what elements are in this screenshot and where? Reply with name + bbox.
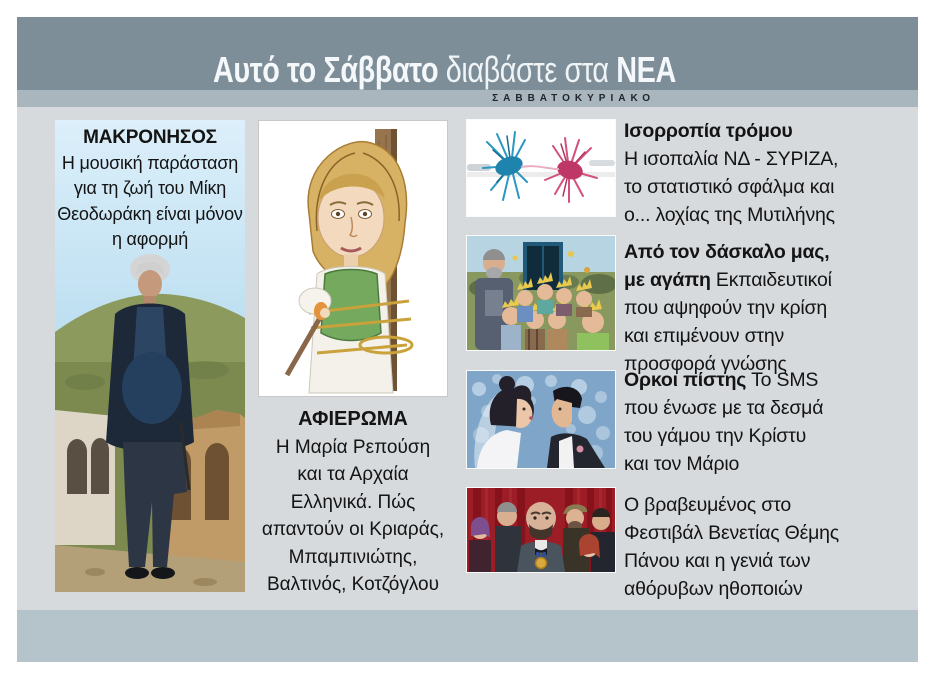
theodorakis-photo <box>55 120 245 592</box>
rope-balance-art <box>467 120 615 216</box>
text-line: που ένωσε με τα δεσμά <box>624 397 824 419</box>
weekend-strip <box>17 90 918 107</box>
item-text-1 <box>624 117 918 229</box>
text-line: ΑΦΙΕΡΩΜΑ <box>298 408 408 430</box>
promo-graphic <box>17 17 918 662</box>
text-line: Η ισοπαλία ΝΔ - ΣΥΡΙΖΑ, <box>624 148 839 170</box>
text-line: Μπαμπινιώτης, <box>288 546 418 568</box>
teacher-children-image <box>467 236 615 350</box>
text-line: Ορκοι πίστης Το SMS <box>624 369 819 391</box>
venice-award-actors-image <box>467 488 615 572</box>
rope-balance-image <box>467 120 615 216</box>
text-line: Η Μαρία Ρεπούση <box>275 436 431 458</box>
item-text-3 <box>624 366 918 478</box>
text-line: και επιμένουν στην <box>624 325 785 347</box>
text-line: και τον Μάριο <box>624 453 740 475</box>
footer-band <box>17 610 918 662</box>
repousi-caricature-image <box>258 120 448 397</box>
item-text-2 <box>624 238 918 378</box>
header-title-bold: Αυτό το Σάββατο <box>213 49 439 90</box>
nea-brand-logo: ΝΕΑ <box>616 49 676 90</box>
item-text-4 <box>624 491 918 603</box>
repousi-caricature-art <box>259 121 447 396</box>
text-line: Φεστιβάλ Βενετίας Θέμης <box>624 522 839 544</box>
text-line: Θεοδωράκη είναι μόνον <box>57 203 243 224</box>
text-line: το στατιστικό σφάλμα και <box>624 176 835 198</box>
header-band <box>17 17 918 90</box>
text-line: Από τον δάσκαλο μας, <box>624 241 830 263</box>
text-line: Ελληνικά. Πώς <box>290 491 416 513</box>
text-line: του γάμου την Κρίστυ <box>624 425 807 447</box>
text-line: Βαλτινός, Κοτζόγλου <box>267 574 439 595</box>
teacher-children-art <box>467 236 615 350</box>
text-line: για τη ζωή του Μίκη <box>73 178 227 198</box>
text-line: Πάνου και η γενιά των <box>624 550 811 572</box>
center-feature-text <box>238 406 468 599</box>
text-line: με αγάπη Εκπαιδευτικοί <box>624 269 832 291</box>
wedding-couple-image <box>467 371 615 468</box>
left-feature-text <box>55 125 245 253</box>
text-line: η αφορμή <box>111 229 189 249</box>
text-line: ΜΑΚΡΟΝΗΣΟΣ <box>83 127 217 148</box>
text-line: ο... λοχίας της Μυτιλήνης <box>624 204 835 226</box>
weekend-strip-label: ΣΑΒΒΑΤΟΚΥΡΙΑΚΟ <box>492 93 655 104</box>
header-title-regular: διαβάστε στα <box>438 49 617 90</box>
text-line: προσφορά γνώσης <box>624 353 787 375</box>
text-line: που αψηφούν την κρίση <box>624 297 828 319</box>
wedding-couple-art <box>467 371 615 468</box>
venice-award-actors-art <box>467 488 615 572</box>
text-line: και τα Αρχαία <box>297 464 409 485</box>
text-line: Ισορροπία τρόμου <box>624 120 793 142</box>
text-line: Η μουσική παράσταση <box>61 152 239 173</box>
text-line: Ο βραβευμένος στο <box>624 494 791 516</box>
text-line: απαντούν οι Κριαράς, <box>261 519 445 540</box>
text-line: αθόρυβων ηθοποιών <box>624 578 803 600</box>
header-title <box>213 51 676 89</box>
